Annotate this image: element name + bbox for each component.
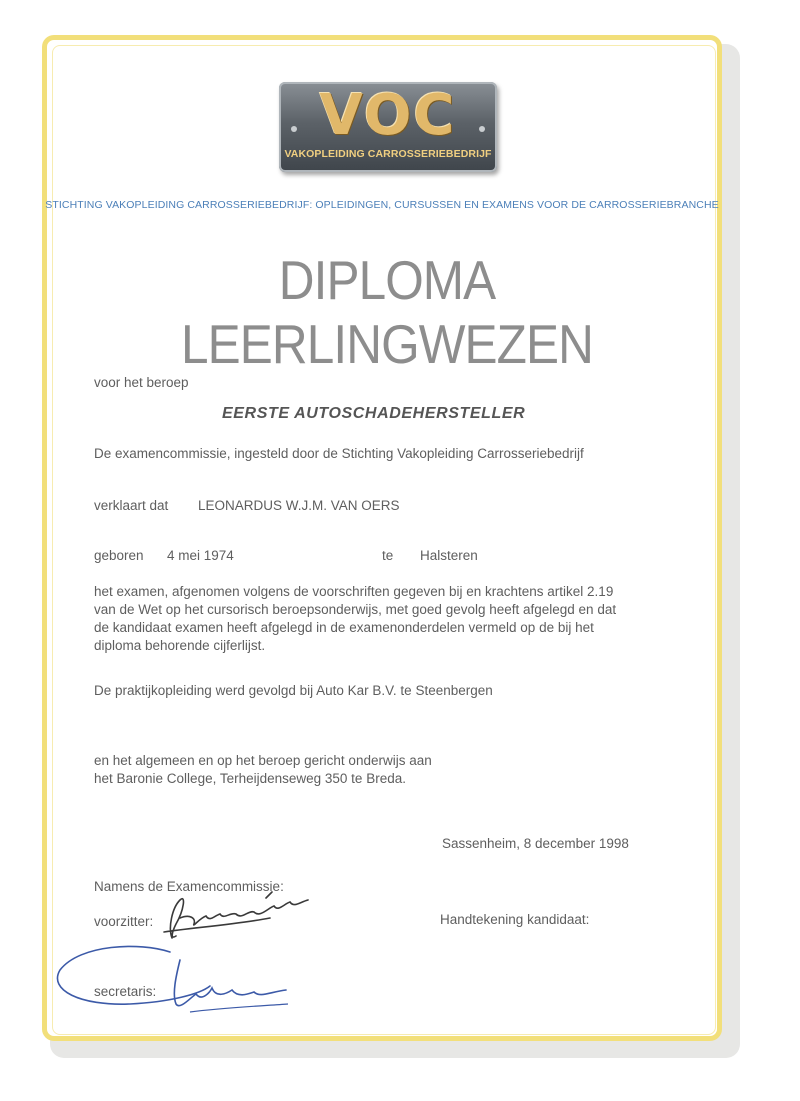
commission-line: De examencommissie, ingesteld door de Stichting Vakopleiding Carrosseriebedrijf [94,446,584,461]
birth-place: Halsteren [420,548,478,563]
place-label: te [382,548,394,563]
exam-line: diploma behorende cijferlijst. [94,638,266,653]
diploma-title: DIPLOMA LEERLINGWEZEN [181,249,593,375]
birth-date: 4 mei 1974 [167,548,234,563]
declares-label: verklaart dat [94,498,169,513]
profession: EERSTE AUTOSCHADEHERSTELLER [222,405,526,422]
secretary-label: secretaris: [94,984,157,999]
exam-line: de kandidaat examen heeft afgelegd in de examenonderdelen vermeld op de bij het [94,620,594,635]
born-label: geboren [94,548,144,563]
practical-training: De praktijkopleiding werd gevolgd bij Auto Kar B.V. te Steenbergen [94,683,493,698]
place-date: Sassenheim, 8 december 1998 [442,836,629,851]
education-line: het Baronie College, Terheijdenseweg 350 te Breda. [94,771,406,786]
foundation-line: STICHTING VAKOPLEIDING CARROSSERIEBEDRIJF: OPLEIDINGEN, CURSUSSEN EN EXAMENS VOOR DE CARROSSERIEBRANCHE [45,199,719,211]
secretary-signature [50,940,300,1030]
exam-paragraph [94,583,616,655]
chair-label: voorzitter: [94,914,154,929]
candidate-signature-label: Handtekening kandidaat: [440,912,590,927]
voc-logo [279,82,497,172]
exam-line: het examen, afgenomen volgens de voorschriften gegeven bij en krachtens artikel 2.19 [94,584,614,599]
profession-intro: voor het beroep [94,375,189,390]
logo-subtitle: VAKOPLEIDING CARROSSERIEBEDRIJF [284,148,492,160]
education-paragraph [94,752,432,788]
candidate-name: LEONARDUS W.J.M. VAN OERS [198,498,400,513]
education-line: en het algemeen en op het beroep gericht onderwijs aan [94,753,432,768]
chair-signature [150,888,340,948]
on-behalf-label: Namens de Examencommissie: [94,879,284,894]
logo-text: VOC [319,83,457,148]
exam-line: van de Wet op het cursorisch beroepsonderwijs, met goed gevolg heeft afgelegd en dat [94,602,617,617]
